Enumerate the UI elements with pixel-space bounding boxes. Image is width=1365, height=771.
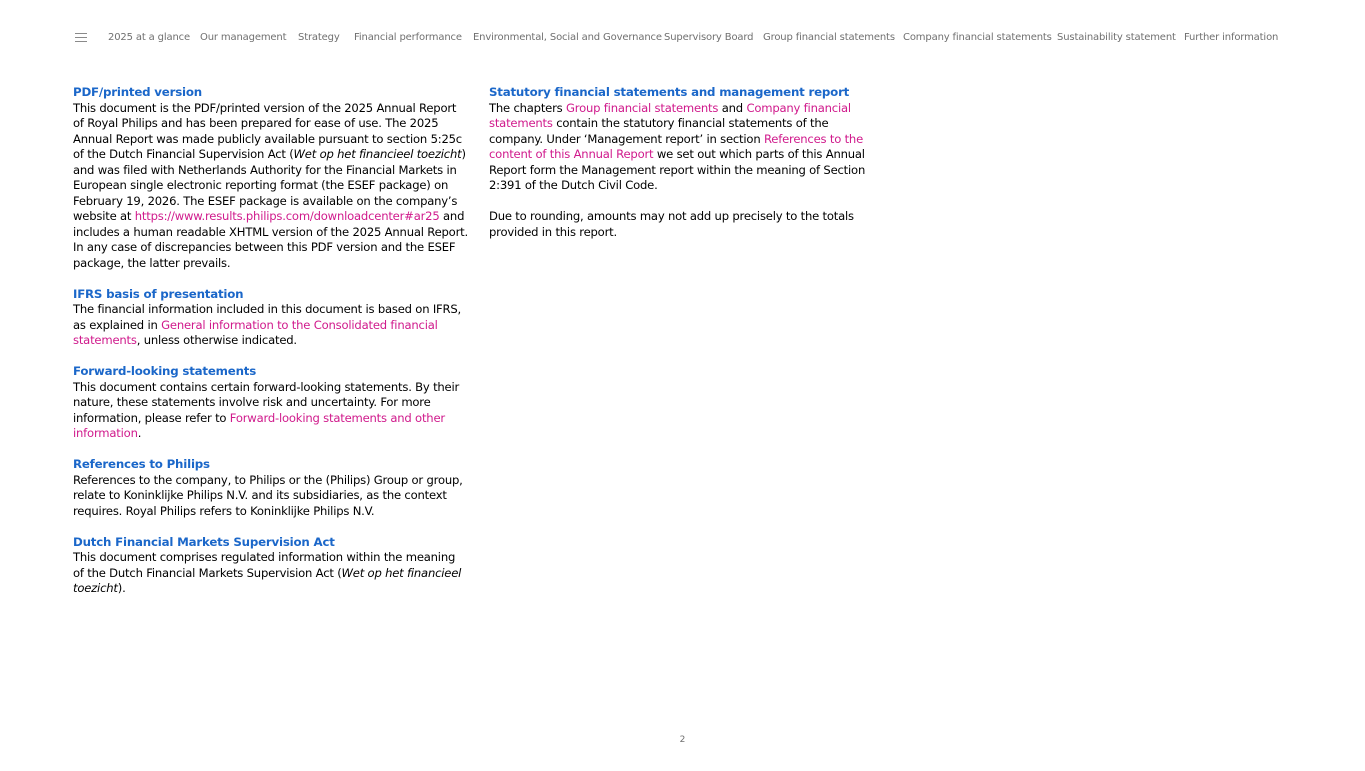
heading-forward-looking: Forward-looking statements — [73, 364, 257, 378]
nav-item-supervisory-board[interactable]: Supervisory Board — [664, 32, 754, 43]
heading-statutory: Statutory financial statements and management report — [489, 85, 850, 99]
nav-item-sustainability-statement[interactable]: Sustainability statement — [1057, 32, 1176, 43]
section-statutory — [489, 85, 884, 194]
paragraph-ifrs-basis — [73, 302, 468, 349]
section-dutch-act — [73, 535, 468, 597]
pdf-text-part-3: and includes a human readable XHTML version of the 2025 Annual Report. In any case of discrepancies between this PDF version and the ESEF package, the latter prevails. — [73, 209, 468, 270]
company-financial-statements-link[interactable]: Company financial statements — [489, 100, 851, 130]
dutch-text-part-1: This document comprises regulated information within the meaning of the Dutch Financial Markets Supervision Act ( — [73, 550, 456, 580]
dutch-text-part-2: ). — [117, 581, 126, 595]
statutory-text-part-4: we set out which parts of this Annual Report form the Management report within the meaning of Section 2:391 of the Dutch Civil Code. — [489, 147, 866, 192]
group-financial-statements-link[interactable]: Group financial statements — [566, 100, 719, 115]
nav-item-2025-at-a-glance[interactable]: 2025 at a glance — [108, 32, 191, 43]
heading-references-to-philips: References to Philips — [73, 457, 210, 471]
paragraph-pdf-printed-version — [73, 101, 468, 272]
nav-item-further-information[interactable]: Further information — [1184, 32, 1279, 43]
statutory-text-part-2: and — [718, 100, 747, 115]
nav-item-group-financial-statements[interactable]: Group financial statements — [763, 32, 895, 43]
pdf-text-part-2: ) and was filed with Netherlands Authority for the Financial Markets in European single electronic reporting format (the ESEF package) on February 19, 2026. The ESEF package is available on the company’s website at — [73, 147, 466, 223]
page-number: 2 — [679, 735, 686, 745]
references-content-link[interactable]: References to the content of this Annual Report — [489, 131, 864, 161]
nav-item-strategy[interactable]: Strategy — [298, 32, 340, 43]
forward-text-part-1: This document contains certain forward-looking statements. By their nature, these statements involve risk and uncertainty. For more information, please refer to — [73, 379, 460, 425]
section-rounding — [489, 209, 884, 240]
ifrs-text-part-1: The financial information included in this document is based on IFRS, as explained in — [73, 302, 462, 332]
heading-pdf-printed-version: PDF/printed version — [73, 85, 202, 99]
statutory-text-part-1: The chapters — [489, 100, 567, 115]
nav-item-our-management[interactable]: Our management — [200, 32, 287, 43]
left-column — [73, 85, 468, 612]
top-navigation — [0, 28, 1365, 48]
general-information-link[interactable]: General information to the Consolidated financial statements — [73, 317, 438, 347]
dutch-italic-act-name: Wet op het financieel toezicht — [73, 565, 462, 595]
paragraph-forward-looking — [73, 380, 468, 442]
heading-dutch-act: Dutch Financial Markets Supervision Act — [73, 534, 335, 549]
section-references-to-philips — [73, 457, 468, 519]
pdf-text-part-1: This document is the PDF/printed version of the 2025 Annual Report of Royal Philips and has been prepared for ease of use. The 2025 Annual Report was made publicly available pursuant to section 5:25c of the Dutch Financial Supervision Act ( — [73, 100, 462, 161]
pdf-italic-act-name: Wet op het financieel toezicht — [293, 147, 462, 161]
nav-item-esg[interactable]: Environmental, Social and Governance — [473, 32, 662, 43]
section-pdf-printed-version — [73, 85, 468, 271]
paragraph-references-to-philips: References to the company, to Philips or the (Philips) Group or group, relate to Koninklijke Philips N.V. and its subsidiaries, as the context requires. Royal Philips refers to Koninklijke Philips N.V. — [73, 472, 463, 518]
heading-ifrs-basis: IFRS basis of presentation — [73, 286, 244, 301]
right-column — [489, 85, 884, 256]
paragraph-statutory — [489, 101, 884, 194]
paragraph-dutch-act — [73, 550, 468, 597]
nav-item-company-financial-statements[interactable]: Company financial statements — [903, 32, 1052, 43]
forward-looking-link[interactable]: Forward-looking statements and other information — [73, 410, 445, 440]
nav-item-financial-performance[interactable]: Financial performance — [354, 32, 462, 43]
section-forward-looking — [73, 364, 468, 442]
statutory-text-part-3: contain the statutory financial statements of the company. Under ‘Management report’ in section — [489, 116, 829, 146]
ifrs-text-part-2: , unless otherwise indicated. — [136, 333, 297, 347]
hamburger-menu-icon[interactable] — [75, 33, 87, 42]
forward-text-part-2: . — [137, 426, 142, 440]
downloadcenter-link[interactable]: https://www.results.philips.com/downloadcenter#ar25 — [134, 209, 440, 223]
section-ifrs-basis — [73, 287, 468, 349]
paragraph-rounding: Due to rounding, amounts may not add up precisely to the totals provided in this report. — [489, 209, 854, 239]
